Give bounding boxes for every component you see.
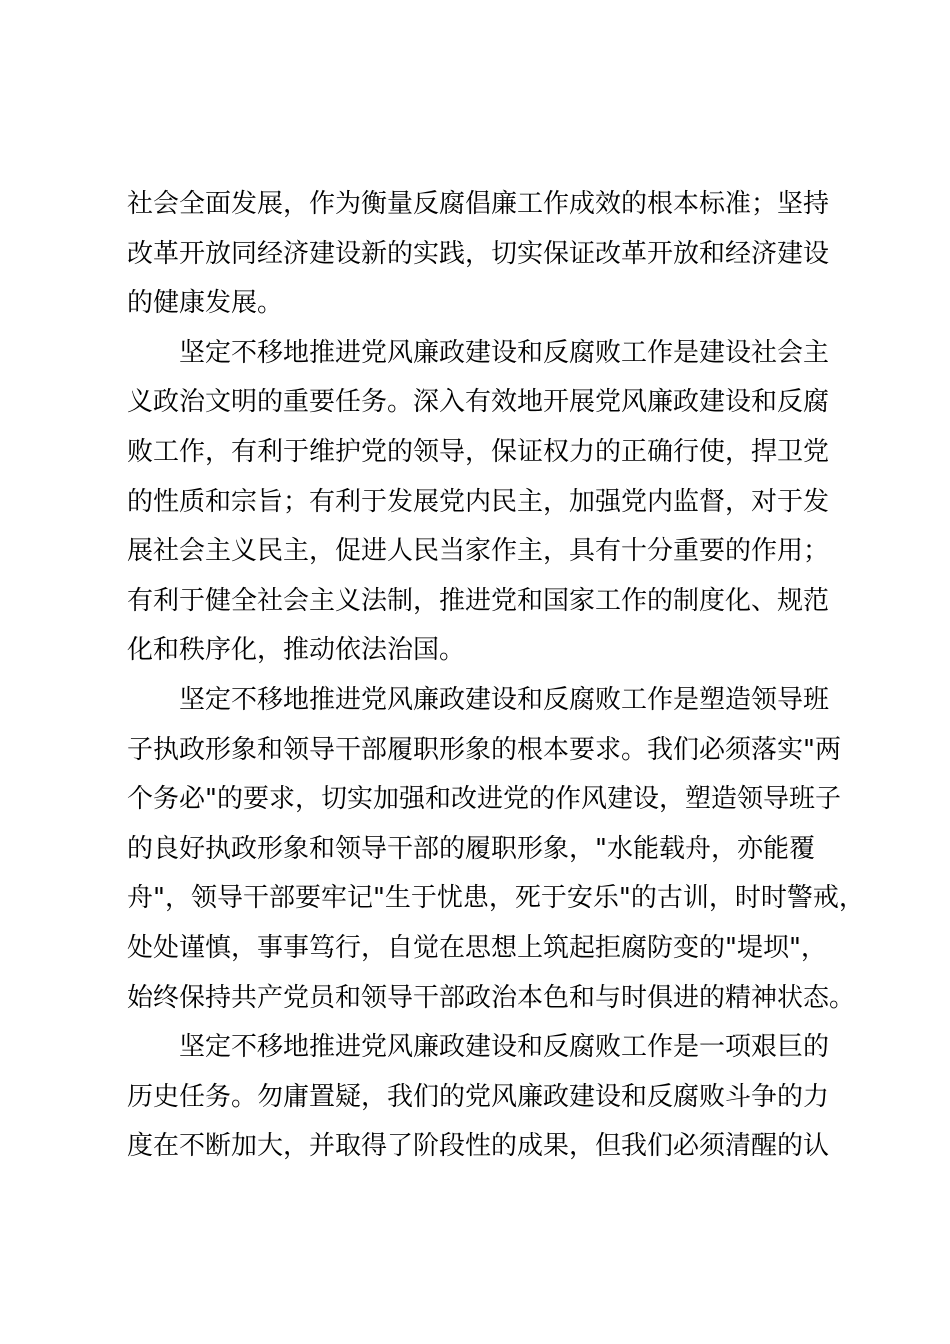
text-line: 的健康发展。 [127, 288, 284, 319]
text-line: 始终保持共产党员和领导干部政治本色和与时俱进的精神状态。 [127, 982, 856, 1013]
text-line: 改革开放同经济建设新的实践，切实保证改革开放和经济建设 [127, 238, 830, 269]
text-line: 处处谨慎，事事笃行，自觉在思想上筑起拒腐防变的"堤坝"， [127, 932, 827, 963]
paragraph-first-line: 坚定不移地推进党风廉政建设和反腐败工作是一项艰巨的 [179, 1032, 830, 1063]
text-line: 舟"，领导干部要牢记"生于忧患，死于安乐"的古训，时时警戒， [127, 883, 865, 914]
text-line: 化和秩序化，推动依法治国。 [127, 635, 466, 666]
text-line: 败工作，有利于维护党的领导，保证权力的正确行使，捍卫党 [127, 436, 830, 467]
paragraph-first-line: 坚定不移地推进党风廉政建设和反腐败工作是塑造领导班 [179, 684, 830, 715]
body-text [127, 180, 865, 1172]
text-line: 社会全面发展，作为衡量反腐倡廉工作成效的根本标准；坚持 [127, 189, 830, 219]
text-line: 子执政形象和领导干部履职形象的根本要求。我们必须落实"两 [127, 734, 841, 765]
text-line: 的良好执政形象和领导干部的履职形象，"水能载舟，亦能覆 [127, 833, 815, 864]
text-line: 历史任务。勿庸置疑，我们的党风廉政建设和反腐败斗争的力 [127, 1081, 830, 1112]
text-line: 个务必"的要求，切实加强和改进党的作风建设，塑造领导班子 [127, 784, 841, 815]
text-line: 度在不断加大，并取得了阶段性的成果，但我们必须清醒的认 [127, 1131, 830, 1162]
text-line: 有利于健全社会主义法制，推进党和国家工作的制度化、规范 [127, 585, 830, 616]
text-line: 展社会主义民主，促进人民当家作主，具有十分重要的作用； [127, 536, 830, 567]
paragraph-first-line: 坚定不移地推进党风廉政建设和反腐败工作是建设社会主 [179, 337, 830, 368]
text-line: 的性质和宗旨；有利于发展党内民主，加强党内监督，对于发 [127, 486, 830, 517]
text-line: 义政治文明的重要任务。深入有效地开展党风廉政建设和反腐 [127, 387, 830, 418]
